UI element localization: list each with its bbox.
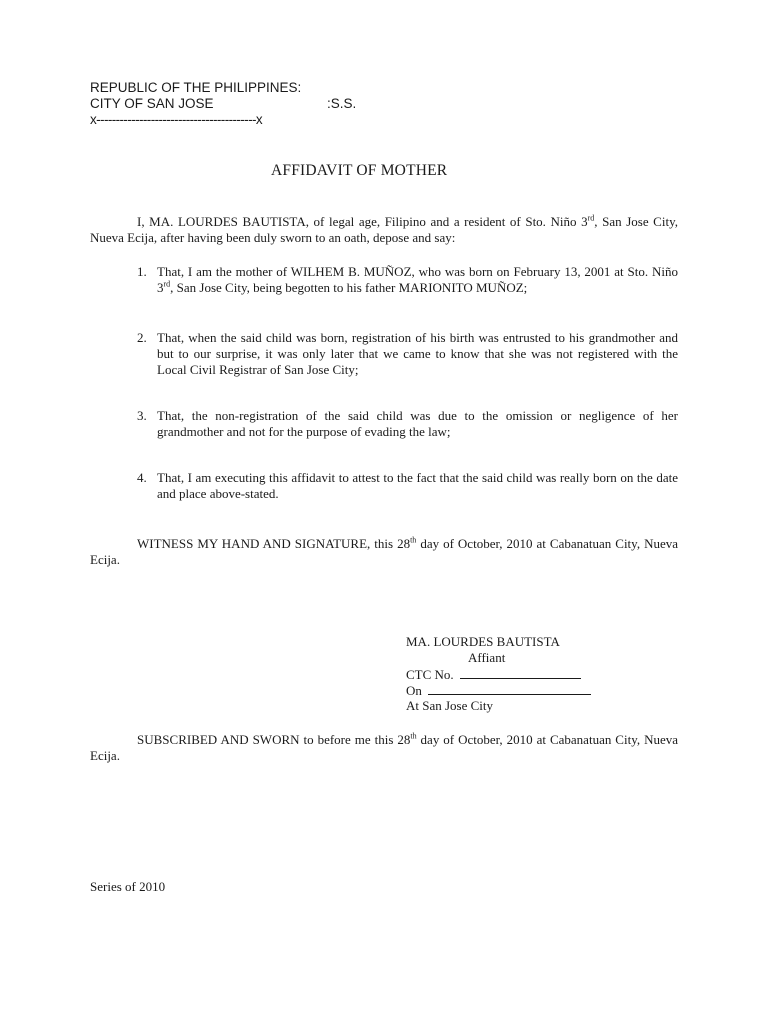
jurat-ordinal: th: [410, 731, 417, 741]
ctc-line: [406, 666, 581, 683]
ctc-label: CTC No.: [406, 667, 454, 682]
item-number: 2.: [137, 330, 147, 345]
item-1-text-a: That, I am the mother of WILHEM B. MUÑOZ, who was born on February 13, 2001 at Sto. Niño 3: [157, 264, 678, 295]
witness-text-b: day of October, 2010 at Cabanatuan City, Nueva Ecija.: [90, 536, 679, 567]
item-number: 1.: [137, 264, 147, 279]
intro-paragraph: [90, 214, 678, 246]
item-number: 3.: [137, 408, 147, 423]
on-line: [406, 682, 591, 699]
on-blank: [428, 682, 591, 695]
item-text: That, when the said child was born, registration of his birth was entrusted to his grandmother and but to our surprise, it was only later that we came to know that she was not registered with the Local Civil Registrar of San Jose City;: [157, 330, 678, 377]
item-text: That, I am executing this affidavit to attest to the fact that the said child was really born on the date and place above-stated.: [157, 470, 678, 501]
item-1-ordinal: rd: [163, 279, 171, 289]
witness-paragraph: [90, 536, 678, 568]
witness-ordinal: th: [410, 535, 417, 545]
item-text: [157, 264, 678, 296]
series-label: Series of 2010: [90, 879, 166, 894]
jurat-text-b: day of October, 2010 at Cabanatuan City, Nueva Ecija.: [90, 732, 678, 763]
jurat-text-a: SUBSCRIBED AND SWORN to before me this 28: [137, 732, 411, 747]
jurat-paragraph: [90, 732, 678, 764]
item-text: That, the non-registration of the said child was due to the omission or negligence of her grandmother and not for the purpose of evading the law;: [157, 408, 678, 439]
venue-divider: x-----------------------------------------x: [90, 112, 263, 127]
signature-place: At San Jose City: [406, 698, 494, 713]
intro-text-b: , San Jose City, Nueva Ecija, after having been duly sworn to an oath, depose and say:: [90, 214, 678, 245]
item-number: 4.: [137, 470, 147, 485]
item-1-text-b: , San Jose City, being begotten to his father MARIONITO MUÑOZ;: [170, 280, 528, 295]
venue-ss: :S.S.: [327, 96, 357, 111]
affiant-name: MA. LOURDES BAUTISTA: [406, 634, 560, 649]
document-title: AFFIDAVIT OF MOTHER: [271, 162, 448, 179]
affiant-role: Affiant: [468, 650, 506, 665]
ctc-blank: [460, 666, 581, 679]
venue-city: CITY OF SAN JOSE: [90, 96, 214, 111]
intro-text-a: I, MA. LOURDES BAUTISTA, of legal age, Filipino and a resident of Sto. Niño 3: [137, 214, 588, 229]
witness-text-a: WITNESS MY HAND AND SIGNATURE, this 28: [137, 536, 411, 551]
intro-ordinal: rd: [587, 213, 595, 223]
on-label: On: [406, 683, 422, 698]
venue-republic: REPUBLIC OF THE PHILIPPINES:: [90, 80, 302, 95]
